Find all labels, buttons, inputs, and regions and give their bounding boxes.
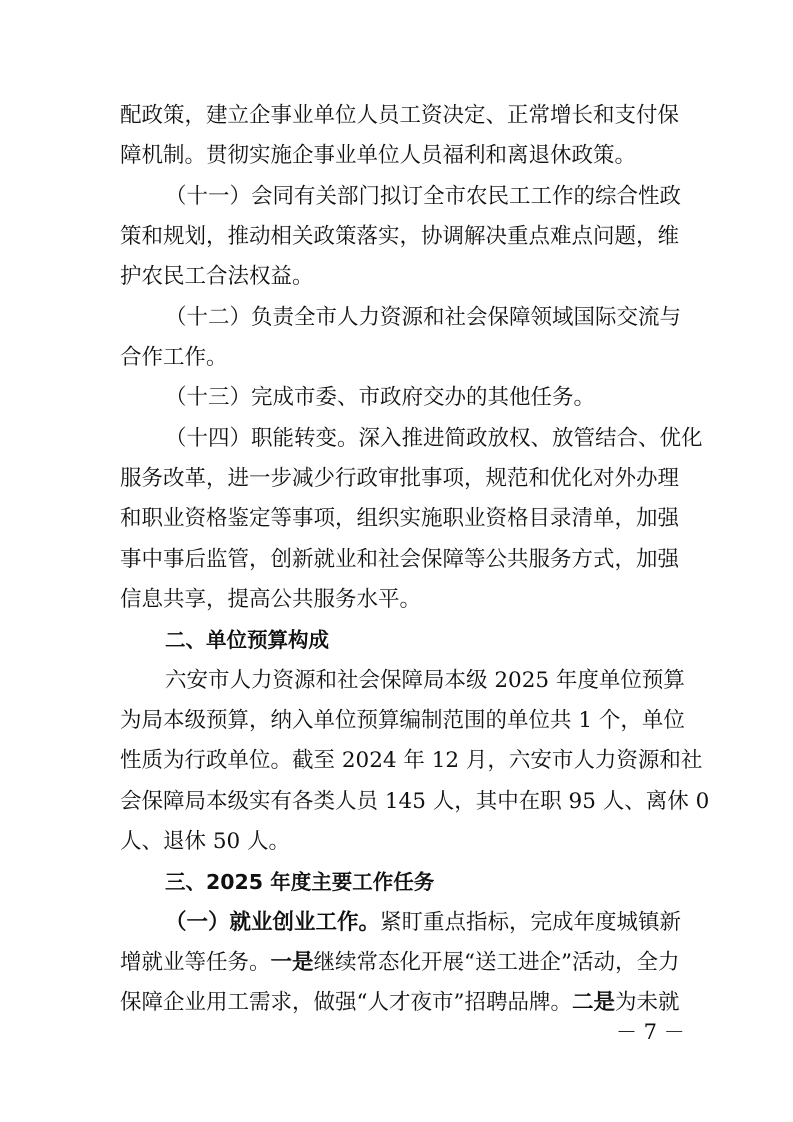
- paragraph-line: 事中事后监管，创新就业和社会保障等公共服务方式，加强: [120, 547, 680, 572]
- paragraph-line: 六安市人力资源和社会保障局本级 2025 年度单位预算: [165, 668, 685, 693]
- paragraph-line: （十四）职能转变。深入推进简政放权、放管结合、优化: [165, 426, 703, 451]
- paragraph-line: [120, 948, 680, 978]
- text-run: 继续常态化开展“送工进企”活动，全力: [313, 950, 680, 975]
- section-heading: 三、2025 年度主要工作任务: [165, 870, 435, 894]
- text-run: 紧盯重点指标，完成年度城镇新: [380, 910, 682, 935]
- section-heading: 二、单位预算构成: [165, 628, 329, 652]
- text-run: 增就业等任务。: [120, 950, 271, 975]
- paragraph-line: 和职业资格鉴定等事项，组织实施职业资格目录清单，加强: [120, 506, 680, 531]
- paragraph-line: （十三）完成市委、市政府交办的其他任务。: [165, 385, 596, 410]
- paragraph-line: 性质为行政单位。截至 2024 年 12 月，六安市人力资源和社: [120, 748, 703, 773]
- paragraph-line: （十二）负责全市人力资源和社会保障领域国际交流与: [165, 305, 682, 330]
- paragraph-line: [165, 908, 682, 938]
- paragraph-line: （十一）会同有关部门拟订全市农民工工作的综合性政: [165, 184, 682, 209]
- subsection-title: （一）就业创业工作。: [165, 910, 381, 935]
- paragraph-line: [120, 988, 680, 1018]
- paragraph-line: 策和规划，推动相关政策落实，协调解决重点难点问题，维: [120, 224, 680, 249]
- paragraph-line: 会保障局本级实有各类人员 145 人，其中在职 95 人、离休 0: [120, 789, 710, 814]
- paragraph-line: 障机制。贯彻实施企事业单位人员福利和离退休政策。: [120, 143, 637, 168]
- text-run: 为未就: [615, 990, 680, 1015]
- emphasis-text: 一是: [270, 950, 314, 975]
- paragraph-line: 信息共享，提高公共服务水平。: [120, 587, 422, 612]
- paragraph-line: 配政策，建立企事业单位人员工资决定、正常增长和支付保: [120, 103, 680, 128]
- page-number: － 7 －: [616, 1020, 685, 1044]
- paragraph-line: 合作工作。: [120, 345, 228, 370]
- paragraph-line: 护农民工合法权益。: [120, 264, 314, 289]
- paragraph-line: 人、退休 50 人。: [120, 829, 291, 854]
- emphasis-text: 二是: [572, 990, 616, 1015]
- paragraph-line: 服务改革，进一步减少行政审批事项，规范和优化对外办理: [120, 466, 680, 491]
- text-run: 保障企业用工需求，做强“人才夜市”招聘品牌。: [120, 990, 572, 1015]
- paragraph-line: 为局本级预算，纳入单位预算编制范围的单位共 1 个，单位: [120, 708, 685, 733]
